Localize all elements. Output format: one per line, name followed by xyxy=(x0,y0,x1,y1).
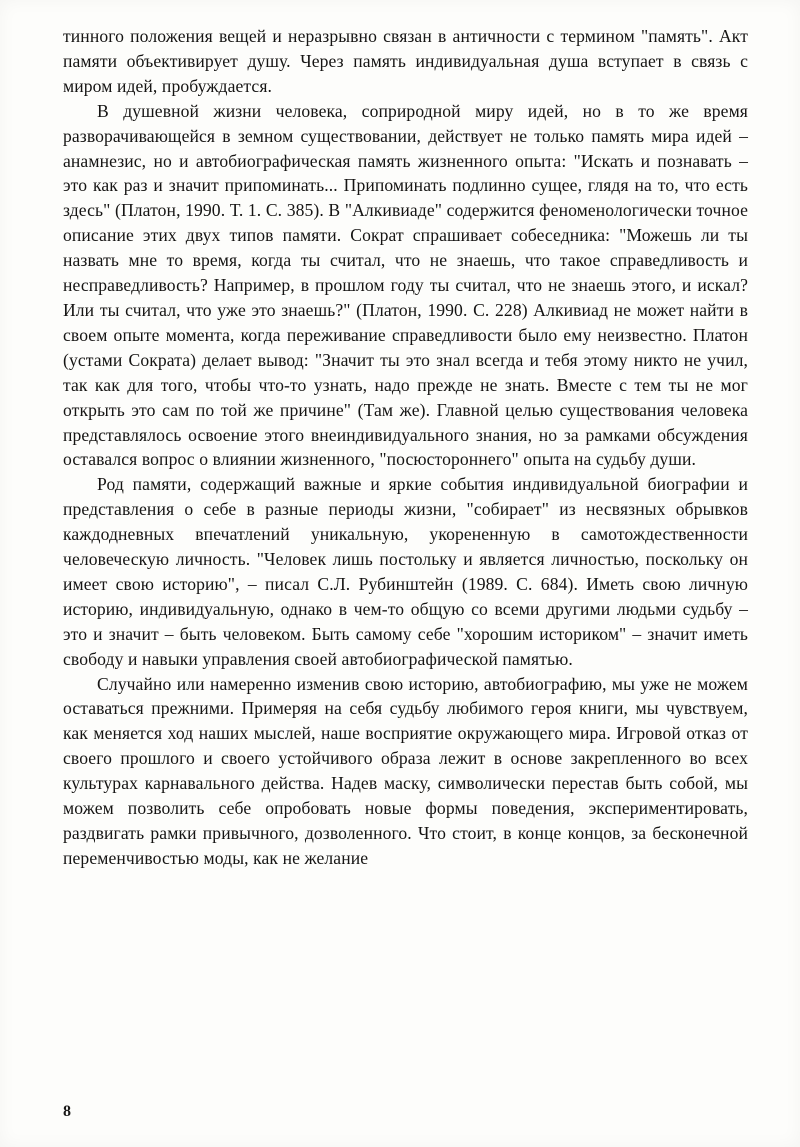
paragraph: Род памяти, содержащий важные и яркие события индивидуальной биографии и представления о себе в разные периоды жизни, "собирает" из несвязных обрывков каждодневных впечатлений уникальную, укорененную в самотождественности человеческую личность. "Человек лишь постольку и является личностью, поскольку он имеет свою историю", – писал С.Л. Рубинштейн (1989. С. 684). Иметь свою личную историю, индивидуальную, однако в чем-то общую со всеми другими людьми судьбу – это и значит – быть человеком. Быть самому себе "хорошим историком" – значит иметь свободу и навыки управления своей автобиографической памятью. xyxy=(63,474,748,669)
text-block xyxy=(63,24,748,871)
page-number: 8 xyxy=(63,1103,71,1120)
paragraph-continuation: тинного положения вещей и неразрывно связан в античности с термином "память". Акт памяти объективирует душу. Через память индивидуальная душа вступает в связь с миром идей, пробуждается. xyxy=(63,26,748,96)
paragraph: В душевной жизни человека, соприродной миру идей, но в то же время разворачивающейся в земном существовании, действует не только память мира идей – анамнезис, но и автобиографическая память жизненного опыта: "Искать и познавать – это как раз и значит припоминать... Припоминать подлинно сущее, глядя на то, что есть здесь" (Платон, 1990. Т. 1. С. 385). В "Алкивиаде" содержится феноменологически точное описание этих двух типов памяти. Сократ спрашивает собеседника: "Можешь ли ты назвать мне то время, когда ты считал, что не знаешь, что такое справедливость и несправедливость? Например, в прошлом году ты считал, что не знаешь этого, и искал? Или ты считал, что уже это знаешь?" (Платон, 1990. С. 228) Алкивиад не может найти в своем опыте момента, когда переживание справедливости было ему неизвестно. Платон (устами Сократа) делает вывод: "Значит ты это знал всегда и тебя этому никто не учил, так как для того, чтобы что-то узнать, надо прежде не знать. Вместе с тем ты не мог открыть это сам по той же причине" (Там же). Главной целью существования человека представлялось освоение этого внеиндивидуального знания, но за рамками обсуждения оставался вопрос о влиянии жизненного, "посюстороннего" опыта на судьбу души. xyxy=(63,100,748,470)
paragraph: Случайно или намеренно изменив свою историю, автобиографию, мы уже не можем оставаться прежними. Примеряя на себя судьбу любимого героя книги, мы чувствуем, как меняется ход наших мыслей, наше восприятие окружающего мира. Игровой отказ от своего прошлого и своего устойчивого образа лежит в основе закрепленного во всех культурах карнавального действа. Надев маску, символически перестав быть собой, мы можем позволить себе опробовать новые формы поведения, экспериментировать, раздвигать рамки привычного, дозволенного. Что стоит, в конце концов, за бесконечной переменчивостью моды, как не желание xyxy=(63,673,748,868)
